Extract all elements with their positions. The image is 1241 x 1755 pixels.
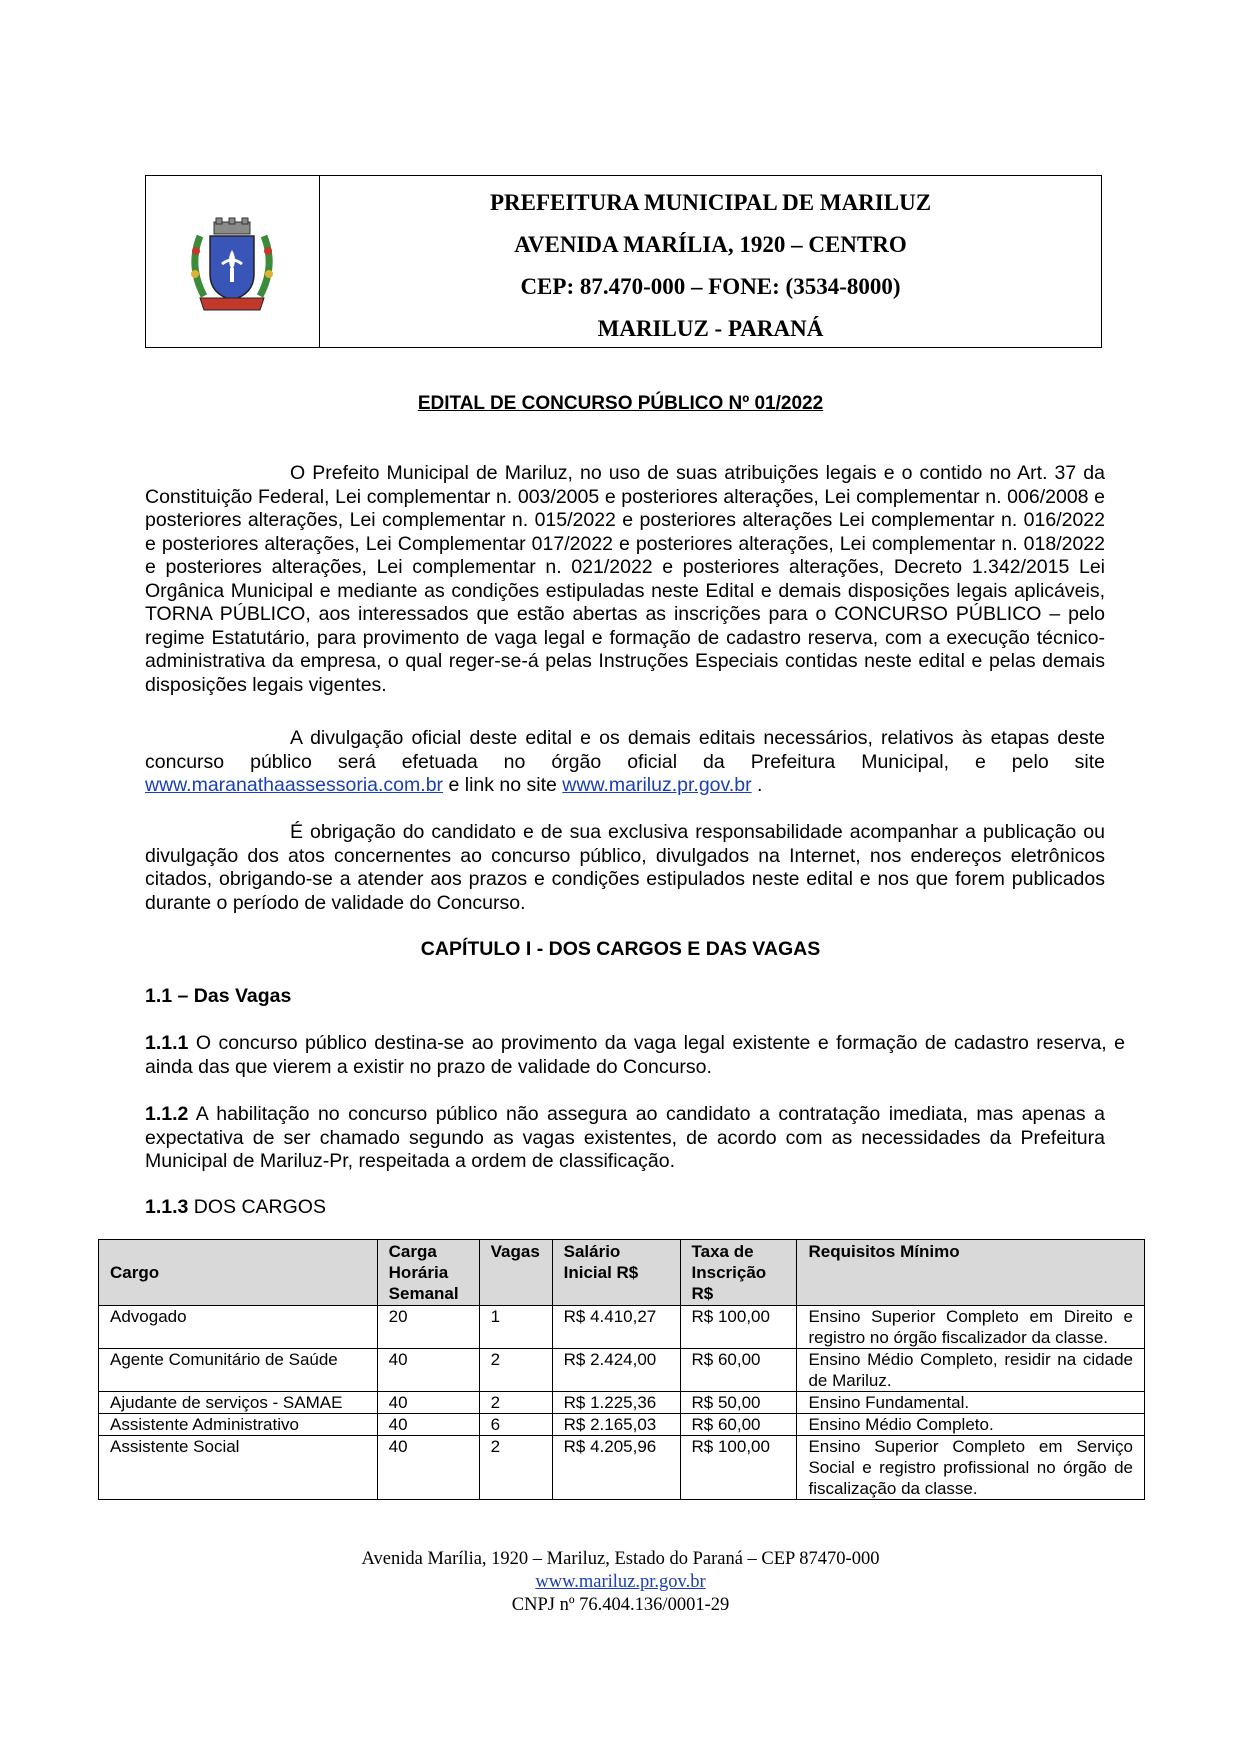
item-1-1-3 <box>145 1196 326 1219</box>
cell-salario: R$ 1.225,36 <box>552 1392 680 1414</box>
chapter-heading: CAPÍTULO I - DOS CARGOS E DAS VAGAS <box>420 938 821 960</box>
cell-cargo: Assistente Administrativo <box>99 1414 378 1436</box>
cell-cargo: Advogado <box>99 1306 378 1349</box>
item-1-1-3-number: 1.1.3 <box>145 1196 189 1218</box>
cell-carga: 40 <box>377 1414 479 1436</box>
letterhead-line-3: CEP: 87.470-000 – FONE: (3534-8000) <box>520 274 901 299</box>
cell-requisitos: Ensino Médio Completo. <box>797 1414 1145 1436</box>
intro-paragraph <box>145 462 1105 697</box>
intro-paragraph-text: O Prefeito Municipal de Mariluz, no uso de suas atribuições legais e o contido no Art. 37 da Constituição Federal, Lei complementar n. 003/2005 e posteriores alterações, Lei complementar n. 006/2008 e posteriores alterações, Lei complementar n. 015/2022 e posteriores alterações Lei complementar n. 016/2022 e posteriores alterações, Lei Complementar 017/2022 e posteriores alterações, Lei complementar n. 018/2022 e posteriores alterações, Lei complementar n. 021/2022 e posteriores alterações, Decreto 1.342/2015 Lei Orgânica Municipal e mediante as condições estipuladas neste Edital e demais disposições legais aplicáveis, TORNA PÚBLICO, aos interessados que estão abertas as inscrições para o CONCURSO PÚBLICO – pelo regime Estatutário, para provimento de vaga legal e formação de cadastro reserva, com a execução técnico-administrativa da empresa, o qual reger-se-á pelas Instruções Especiais contidas neste edital e pelas demais disposições legais vigentes. <box>145 462 1105 696</box>
cell-cargo: Agente Comunitário de Saúde <box>99 1349 378 1392</box>
mariluz-link[interactable]: www.mariluz.pr.gov.br <box>562 774 752 796</box>
header-carga: Carga Horária Semanal <box>377 1240 479 1306</box>
publication-end-text: . <box>757 774 763 796</box>
footer-website-line <box>0 1571 1241 1594</box>
cell-carga: 40 <box>377 1392 479 1414</box>
cell-cargo: Assistente Social <box>99 1436 378 1500</box>
table-row <box>99 1414 1145 1436</box>
letterhead <box>145 175 1102 348</box>
cell-salario: R$ 2.165,03 <box>552 1414 680 1436</box>
cell-vagas: 2 <box>479 1349 552 1392</box>
letterhead-text <box>320 176 1101 347</box>
header-taxa: Taxa de Inscrição R$ <box>680 1240 797 1306</box>
cell-requisitos: Ensino Superior Completo em Serviço Social e registro profissional no órgão de fiscalização da classe. <box>797 1436 1145 1500</box>
coat-of-arms-icon <box>186 216 278 316</box>
cell-carga: 20 <box>377 1306 479 1349</box>
cell-vagas: 2 <box>479 1436 552 1500</box>
item-1-1-1-text: O concurso público destina-se ao provimento da vaga legal existente e formação de cadastro reserva, e ainda das que vierem a existir no prazo de validade do Concurso. <box>145 1032 1126 1078</box>
letterhead-line-4: MARILUZ - PARANÁ <box>597 316 824 341</box>
logo-cell <box>146 176 320 347</box>
section-heading-1-1: 1.1 – Das Vagas <box>145 985 292 1007</box>
cell-vagas: 2 <box>479 1392 552 1414</box>
cell-salario: R$ 4.410,27 <box>552 1306 680 1349</box>
header-requisitos: Requisitos Mínimo <box>797 1240 1145 1306</box>
header-cargo: Cargo <box>99 1240 378 1306</box>
letterhead-line-2: AVENIDA MARÍLIA, 1920 – CENTRO <box>514 232 907 257</box>
footer-address: Avenida Marília, 1920 – Mariluz, Estado do Paraná – CEP 87470-000 <box>361 1549 880 1569</box>
obligation-paragraph <box>145 821 1105 915</box>
cell-requisitos: Ensino Fundamental. <box>797 1392 1145 1414</box>
cell-taxa: R$ 50,00 <box>680 1392 797 1414</box>
publication-paragraph <box>145 727 1105 798</box>
cell-taxa: R$ 100,00 <box>680 1306 797 1349</box>
cell-requisitos: Ensino Superior Completo em Direito e registro no órgão fiscalizador da classe. <box>797 1306 1145 1349</box>
item-1-1-1 <box>145 1032 1125 1079</box>
header-salario: Salário Inicial R$ <box>552 1240 680 1306</box>
publication-middle-text: e link no site <box>448 774 557 796</box>
header-vagas: Vagas <box>479 1240 552 1306</box>
cell-carga: 40 <box>377 1349 479 1392</box>
positions-table <box>98 1239 1145 1500</box>
table-header-row <box>99 1240 1145 1306</box>
cell-carga: 40 <box>377 1436 479 1500</box>
obligation-paragraph-text: É obrigação do candidato e de sua exclusiva responsabilidade acompanhar a publicação ou divulgação dos atos concernentes ao concurso público, divulgados na Internet, nos endereços eletrônicos citados, obrigando-se a atender aos prazos e condições estipulados neste edital e nos que forem publicados durante o período de validade do Concurso. <box>145 821 1105 914</box>
cell-taxa: R$ 60,00 <box>680 1349 797 1392</box>
cell-taxa: R$ 60,00 <box>680 1414 797 1436</box>
cell-vagas: 1 <box>479 1306 552 1349</box>
item-1-1-2 <box>145 1103 1105 1174</box>
item-1-1-3-text: DOS CARGOS <box>193 1196 326 1218</box>
document-title: EDITAL DE CONCURSO PÚBLICO Nº 01/2022 <box>417 393 824 414</box>
cell-salario: R$ 4.205,96 <box>552 1436 680 1500</box>
table-row <box>99 1436 1145 1500</box>
cell-taxa: R$ 100,00 <box>680 1436 797 1500</box>
cell-cargo: Ajudante de serviços - SAMAE <box>99 1392 378 1414</box>
publication-paragraph-text: A divulgação oficial deste edital e os demais editais necessários, relativos às etapas deste concurso público será efetuada no órgão oficial da Prefeitura Municipal, e pelo site <box>145 727 1105 773</box>
maranatha-link[interactable]: www.maranathaassessoria.com.br <box>145 774 444 796</box>
footer-cnpj: CNPJ nº 76.404.136/0001-29 <box>511 1595 730 1615</box>
table-row <box>99 1392 1145 1414</box>
item-1-1-1-number: 1.1.1 <box>145 1032 189 1054</box>
cell-requisitos: Ensino Médio Completo, residir na cidade de Mariluz. <box>797 1349 1145 1392</box>
item-1-1-2-text: A habilitação no concurso público não assegura ao candidato a contratação imediata, mas apenas a expectativa de ser chamado segundo as vagas existentes, de acordo com as necessidades da Prefeitura Municipal de Mariluz-Pr, respeitada a ordem de classificação. <box>145 1103 1105 1172</box>
footer-website-link[interactable]: www.mariluz.pr.gov.br <box>535 1572 706 1592</box>
item-1-1-2-number: 1.1.2 <box>145 1103 189 1125</box>
cell-salario: R$ 2.424,00 <box>552 1349 680 1392</box>
table-row <box>99 1306 1145 1349</box>
table-row <box>99 1349 1145 1392</box>
letterhead-line-1: PREFEITURA MUNICIPAL DE MARILUZ <box>489 190 932 215</box>
cell-vagas: 6 <box>479 1414 552 1436</box>
